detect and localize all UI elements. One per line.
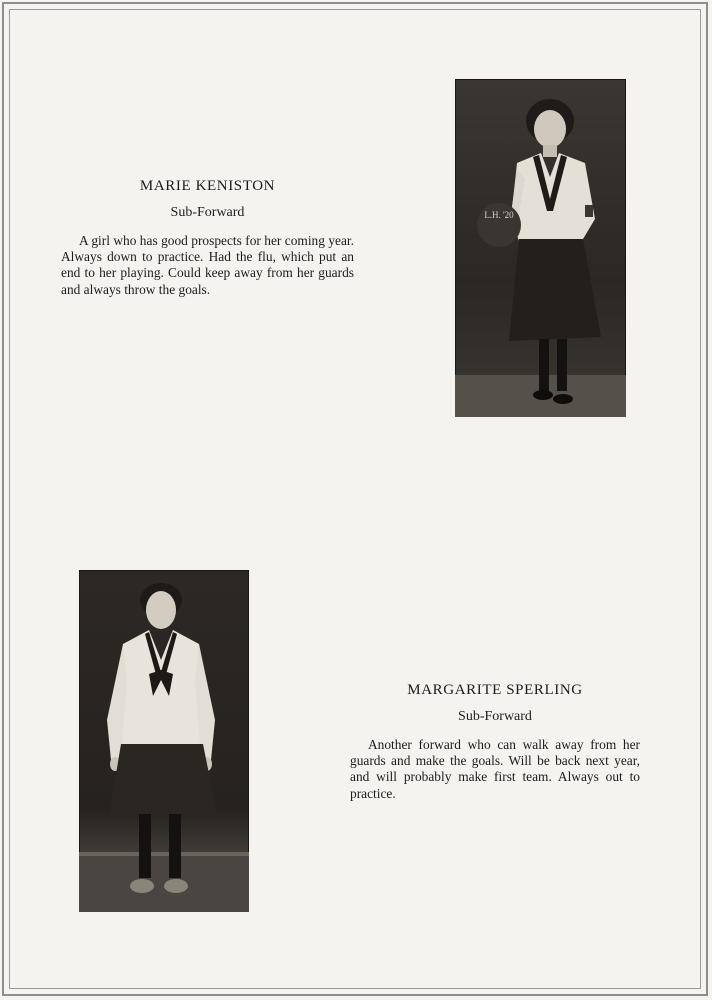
player-entry-keniston xyxy=(61,178,354,298)
player-photo-keniston xyxy=(455,79,626,417)
player-bio: A girl who has good prospects for her coming year. Always down to practice. Had the flu, which put an end to her playing. Could keep away from her guards and always throw the goals. xyxy=(61,233,354,297)
player-position: Sub-Forward xyxy=(170,205,245,220)
player-name: MARGARITE SPERLING xyxy=(407,682,583,698)
player-name: MARIE KENISTON xyxy=(139,178,276,194)
player-bio: Another forward who can walk away from her guards and make the goals. Will be back next year, and will probably make first team. Always out to practice. xyxy=(350,737,640,801)
player-position: Sub-Forward xyxy=(458,709,532,724)
player-entry-sperling xyxy=(350,682,640,802)
ball-lettering: L.H. '20 xyxy=(484,210,514,220)
player-photo-sperling xyxy=(79,570,249,912)
